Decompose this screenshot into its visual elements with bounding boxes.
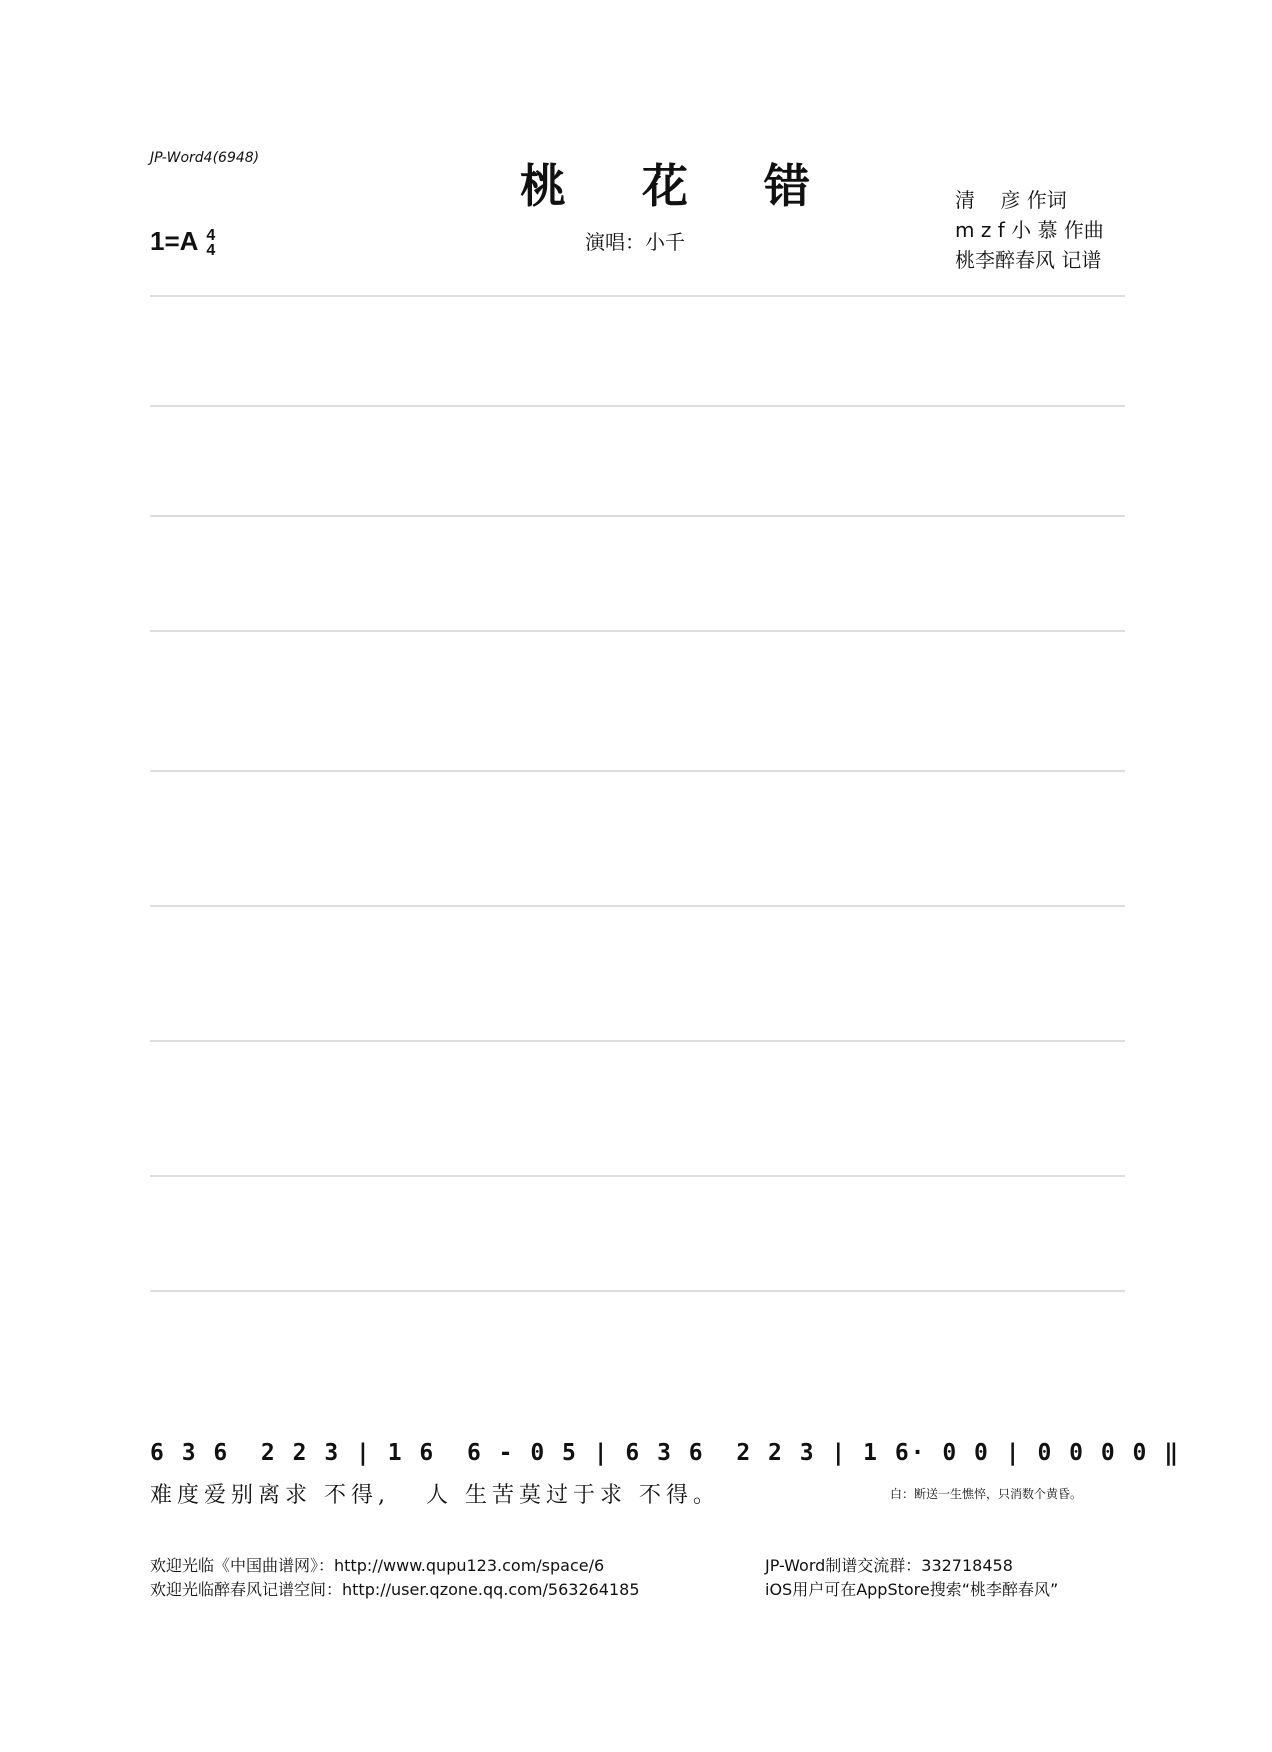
score-row-placeholder: [150, 770, 1125, 772]
score-row-placeholder: [150, 630, 1125, 632]
key-label: 1=A: [150, 226, 199, 256]
composer-credit: m z f 小 慕 作曲: [955, 218, 1104, 242]
software-label: JP-Word4(6948): [150, 150, 260, 166]
score-row-placeholder: [150, 1290, 1125, 1292]
time-top: 4: [206, 227, 216, 245]
score-row-placeholder: [150, 405, 1125, 407]
score-row-placeholder: [150, 515, 1125, 517]
time-signature: [206, 228, 215, 258]
time-bottom: 4: [206, 242, 216, 260]
score-row-placeholder: [150, 295, 1125, 297]
score-row-placeholder: [150, 1175, 1125, 1177]
transcriber-credit: 桃李醉春风 记谱: [955, 248, 1102, 272]
spoken-line: 白：断送一生憔悴，只消数个黄昏。: [890, 1487, 1083, 1501]
score-row-lyric: 难度爱别离求 不得, 人 生苦莫过于求 不得。: [150, 1483, 720, 1508]
singer-label: 演唱：小千: [585, 230, 685, 254]
song-title: 桃 花 错: [520, 159, 841, 213]
score-row-placeholder: [150, 905, 1125, 907]
footer-link-2[interactable]: 欢迎光临醉春风记谱空间：http://user.qzone.qq.com/563264185: [150, 1580, 640, 1599]
credits: [955, 185, 1104, 275]
score-row-placeholder: [150, 1040, 1125, 1042]
footer-ios: iOS用户可在AppStore搜索“桃李醉春风”: [765, 1580, 1059, 1599]
footer-link-1[interactable]: 欢迎光临《中国曲谱网》：http://www.qupu123.com/space/6: [150, 1556, 605, 1575]
lyricist-credit: 清 彦 作词: [955, 188, 1067, 212]
key-signature: [150, 226, 215, 258]
score-row-notes: 6 3 6 2 2 3 | 1 6 6 - 0 5 | 6 3 6 2 2 3 | 1 6· 0 0 | 0 0 0 0 ‖: [150, 1440, 1181, 1466]
footer-group: JP-Word制谱交流群：332718458: [765, 1556, 1013, 1575]
